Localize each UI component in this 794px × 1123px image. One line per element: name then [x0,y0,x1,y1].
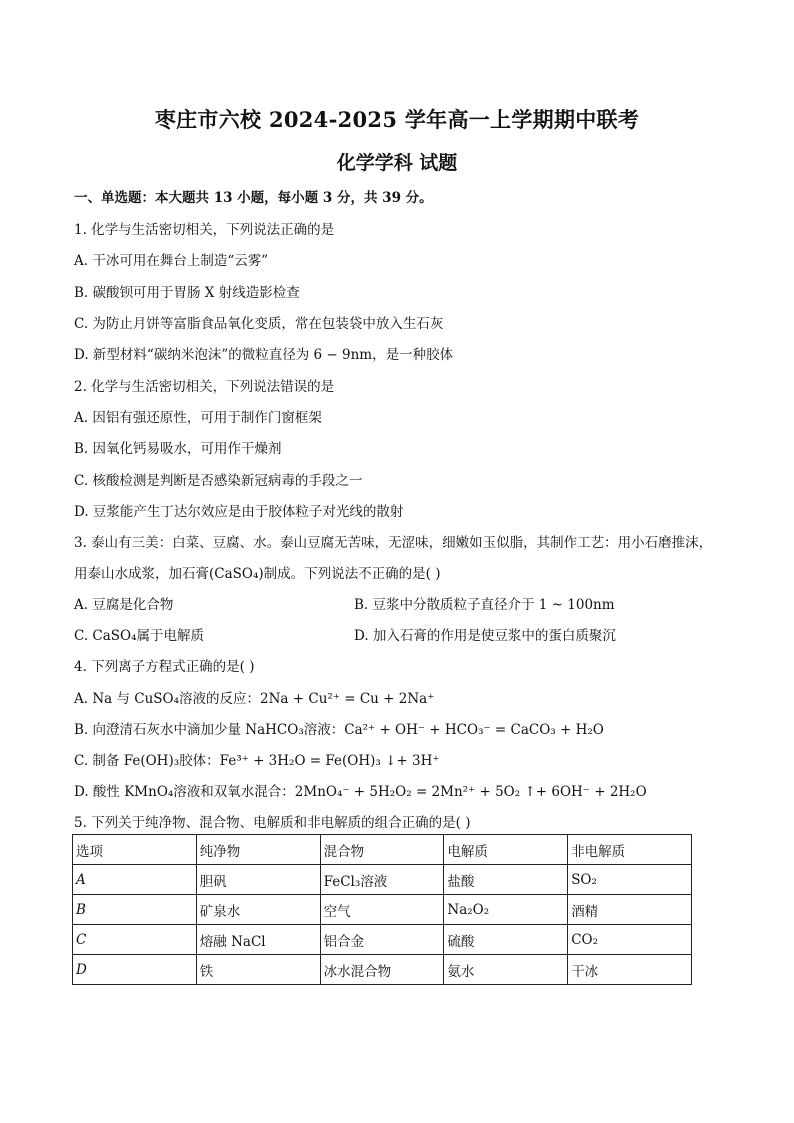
table-cell: 干冰 [568,955,692,985]
table-cell: D [73,955,197,985]
table-cell: SO₂ [568,865,692,895]
table-cell: 铝合金 [320,925,444,955]
q3-option-c: C. CaSO₄属于电解质 [74,628,205,644]
q4-option-c: C. 制备 Fe(OH)₃胶体：Fe³⁺ + 3H₂O = Fe(OH)₃ ↓+ 3H⁺ [74,753,440,769]
table-header-cell: 纯净物 [196,835,320,865]
table-row [73,955,692,985]
q1-option-a: A. 干冰可用在舞台上制造“云雾” [74,253,269,269]
q4-stem: 4. 下列离子方程式正确的是( ) [74,659,255,675]
q2-option-b: B. 因氧化钙易吸水，可用作干燥剂 [74,441,282,457]
q4-option-d: D. 酸性 KMnO₄溶液和双氧水混合：2MnO₄⁻ + 5H₂O₂ = 2Mn²⁺ + 5O₂ ↑+ 6OH⁻ + 2H₂O [74,784,647,800]
table-cell: 冰水混合物 [320,955,444,985]
table-cell: C [73,925,197,955]
q3-stem-line1: 3. 泰山有三美：白菜、豆腐、水。泰山豆腐无苦味，无涩味，细嫩如玉似脂，其制作工艺：用小石磨推沫， [74,535,713,551]
table-cell: 胆矾 [196,865,320,895]
table-cell: 盐酸 [444,865,568,895]
q2-stem: 2. 化学与生活密切相关，下列说法错误的是 [74,379,335,395]
table-cell: 氨水 [444,955,568,985]
q1-stem: 1. 化学与生活密切相关，下列说法正确的是 [74,222,335,238]
q3-option-a: A. 豆腐是化合物 [74,597,174,613]
table-header-cell: 混合物 [320,835,444,865]
table-cell: 熔融 NaCl [196,925,320,955]
table-row [73,895,692,925]
q1-option-b: B. 碳酸钡可用于胃肠 X 射线造影检查 [74,285,300,301]
table-cell: 铁 [196,955,320,985]
table-row [73,865,692,895]
table-cell: 矿泉水 [196,895,320,925]
q4-option-b: B. 向澄清石灰水中滴加少量 NaHCO₃溶液：Ca²⁺ + OH⁻ + HCO₃⁻ = CaCO₃ + H₂O [74,722,604,738]
exam-subtitle: 化学学科 试题 [336,152,458,174]
q3-option-b: B. 豆浆中分散质粒子直径介于 1 ~ 100nm [354,597,615,613]
q1-option-d: D. 新型材料“碳纳米泡沫”的微粒直径为 6 − 9nm，是一种胶体 [74,347,454,363]
q1-option-c: C. 为防止月饼等富脂食品氧化变质，常在包装袋中放入生石灰 [74,316,444,332]
q5-stem: 5. 下列关于纯净物、混合物、电解质和非电解质的组合正确的是( ) [74,815,471,831]
table-header-cell: 电解质 [444,835,568,865]
q2-option-d: D. 豆浆能产生丁达尔效应是由于胶体粒子对光线的散射 [74,504,404,520]
q2-option-a: A. 因铝有强还原性，可用于制作门窗框架 [74,410,322,426]
q3-stem-line2: 用泰山水成浆，加石膏(CaSO₄)制成。下列说法不正确的是( ) [74,566,441,582]
table-cell: 硫酸 [444,925,568,955]
table-cell: 空气 [320,895,444,925]
table-header-cell: 选项 [73,835,197,865]
table-header-row [73,835,692,865]
section-heading: 一、单选题：本大题共 13 小题，每小题 3 分，共 39 分。 [74,190,433,206]
table-row [73,925,692,955]
table-cell: 酒精 [568,895,692,925]
q3-option-d: D. 加入石膏的作用是使豆浆中的蛋白质聚沉 [354,628,616,644]
table-cell: A [73,865,197,895]
table-header-cell: 非电解质 [568,835,692,865]
exam-title: 枣庄市六校 2024-2025 学年高一上学期期中联考 [154,107,640,132]
table-cell: CO₂ [568,925,692,955]
table-cell: B [73,895,197,925]
q5-table [72,834,692,985]
q4-option-a: A. Na 与 CuSO₄溶液的反应：2Na + Cu²⁺ = Cu + 2Na⁺ [74,691,435,707]
table-cell: FeCl₃溶液 [320,865,444,895]
q2-option-c: C. 核酸检测是判断是否感染新冠病毒的手段之一 [74,473,363,489]
table-cell: Na₂O₂ [444,895,568,925]
